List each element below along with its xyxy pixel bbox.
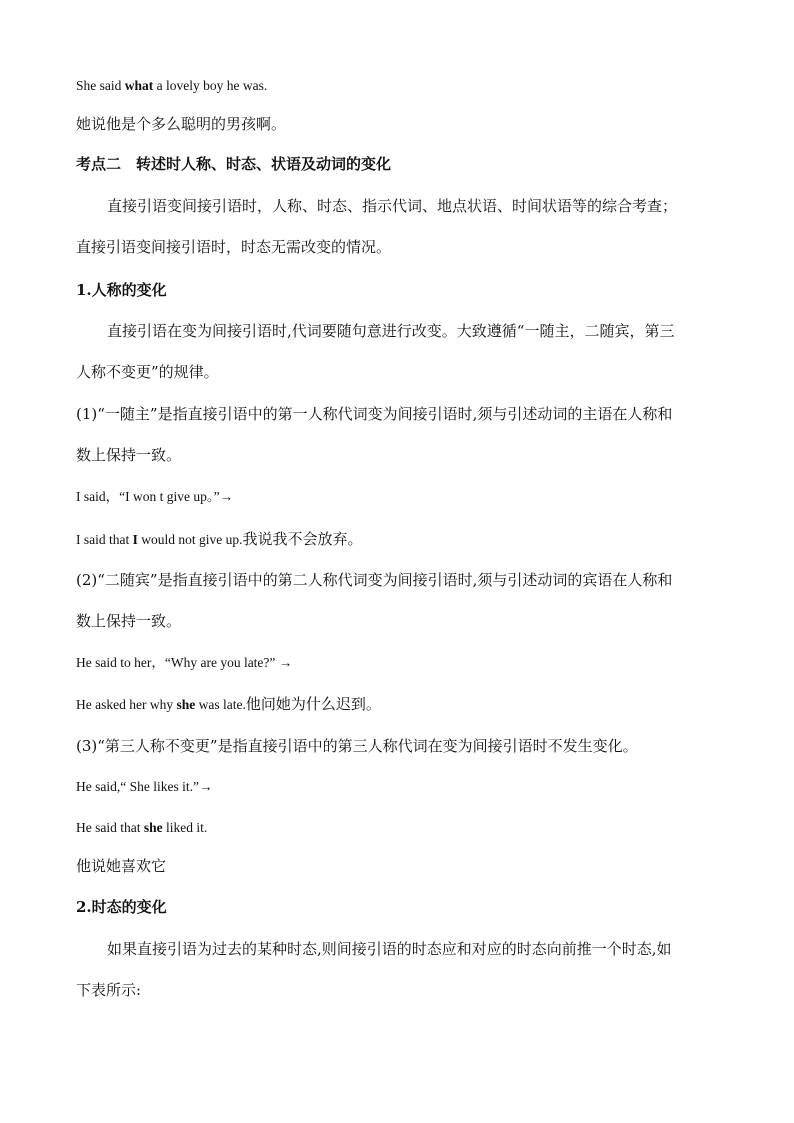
example-3-translation: 他说她喜欢它 <box>76 857 167 875</box>
rule-1-line-1: (1)“一随主”是指直接引语中的第一人称代词变为间接引语时,须与引述动词的主语在人称和 <box>76 405 673 423</box>
example-1-direct: I said，“I won t give up。”→ <box>76 489 234 504</box>
paragraph-3-line-1: 如果直接引语为过去的某种时态,则间接引语的时态应和对应的时态向前推一个时态,如 <box>107 940 672 958</box>
example-3-direct: He said,“ She likes it.”→ <box>76 779 213 794</box>
bold-what: what <box>124 78 154 93</box>
paragraph-2-line-2: 人称不变更”的规律。 <box>76 363 219 381</box>
bold-she: she <box>176 697 196 712</box>
section-2-title: 2.时态的变化 <box>76 898 167 916</box>
rule-3-line-1: (3)“第三人称不变更”是指直接引语中的第三人称代词在变为间接引语时不发生变化。 <box>76 737 638 755</box>
bold-I: I <box>132 532 138 547</box>
rule-2-line-2: 数上保持一致。 <box>76 612 182 630</box>
rule-2-line-1: (2)“二随宾”是指直接引语中的第二人称代词变为间接引语时,须与引述动词的宾语在人称和 <box>76 571 673 589</box>
paragraph-1-line-2: 直接引语变间接引语时，时态无需改变的情况。 <box>76 238 392 256</box>
example-2-indirect: He asked her why she was late.他问她为什么迟到。 <box>76 695 381 713</box>
section-1-title: 1.人称的变化 <box>76 281 167 299</box>
example-3-indirect: He said that she liked it. <box>76 820 208 835</box>
example-2-direct: He said to her，“Why are you late?” → <box>76 655 293 670</box>
example-sentence-what: She said what a lovely boy he was. <box>76 78 268 93</box>
example-1-indirect: I said that I would not give up.我说我不会放弃。 <box>76 530 363 548</box>
rule-1-line-2: 数上保持一致。 <box>76 446 182 464</box>
paragraph-3-line-2: 下表所示: <box>76 981 142 999</box>
example-translation-what: 她说他是个多么聪明的男孩啊。 <box>76 115 287 133</box>
bold-she-2: she <box>143 820 163 835</box>
paragraph-2-line-1: 直接引语在变为间接引语时,代词要随句意进行改变。大致遵循“一随主，二随宾，第三 <box>107 322 675 340</box>
heading-kaodian-2: 考点二 转述时人称、时态、状语及动词的变化 <box>76 155 392 173</box>
paragraph-1-line-1: 直接引语变间接引语时，人称、时态、指示代词、地点状语、时间状语等的综合考查； <box>107 197 678 215</box>
